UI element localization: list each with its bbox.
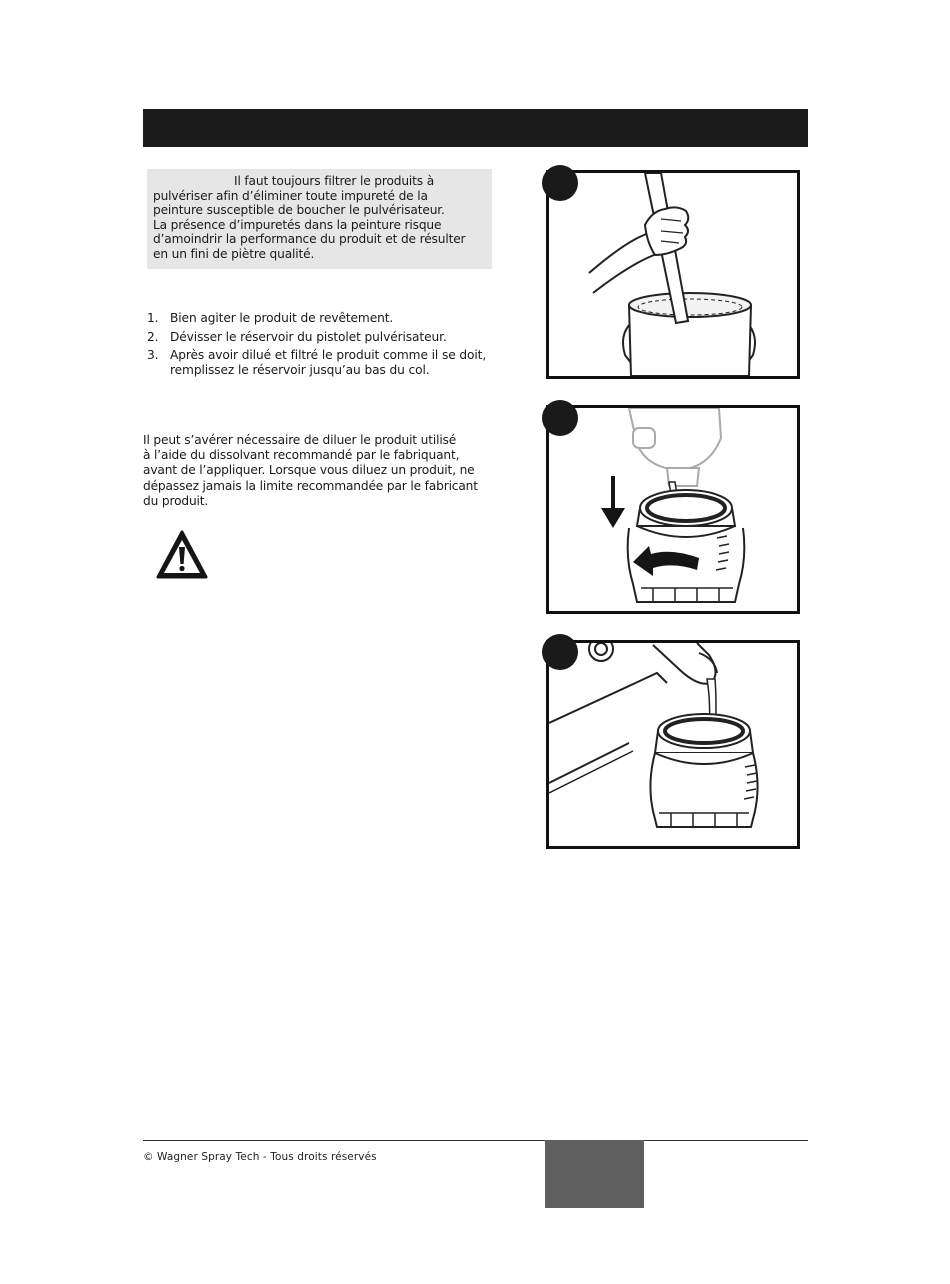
dilution-line: avant de l’appliquer. Lorsque vous diluez un produit, ne <box>143 463 475 478</box>
step-number: 1. <box>147 311 159 325</box>
note-line: en un fini de piètre qualité. <box>153 246 315 261</box>
dilution-paragraph <box>143 433 503 509</box>
footer-divider <box>143 1140 808 1141</box>
step-badge-2 <box>542 400 578 436</box>
step-text: Bien agiter le produit de revêtement. <box>170 311 394 325</box>
note-line: d’amoindrir la performance du produit et de résulter <box>153 232 466 247</box>
footer-copyright: © Wagner Spray Tech - Tous droits réservés <box>143 1151 377 1163</box>
figure-fill-reservoir <box>546 640 800 849</box>
dilution-line: à l’aide du dissolvant recommandé par le fabriquant, <box>143 448 460 463</box>
steps-list <box>147 311 507 381</box>
list-item <box>147 311 507 326</box>
step-text: Dévisser le réservoir du pistolet pulvérisateur. <box>170 329 447 344</box>
note-box <box>147 169 492 269</box>
step-text: Après avoir dilué et filtré le produit comme il se doit, remplissez le réservoir jusqu’au bas du col. <box>170 348 487 377</box>
note-line: Il faut toujours filtrer le produits à <box>234 174 435 188</box>
step-badge-1 <box>542 165 578 201</box>
note-line: pulvériser afin d’éliminer toute impureté de la <box>153 188 428 203</box>
figure-unscrew-reservoir <box>546 405 800 614</box>
dilution-line: dépassez jamais la limite recommandée par le fabricant <box>143 478 478 493</box>
step-number: 2. <box>147 329 159 344</box>
note-line: La présence d’impuretés dans la peinture risque <box>153 217 442 232</box>
step-badge-3 <box>542 634 578 670</box>
step-number: 3. <box>147 348 159 363</box>
figure-stir-paint <box>546 170 800 379</box>
list-item <box>147 348 507 377</box>
note-line: peinture susceptible de boucher le pulvérisateur. <box>153 203 445 218</box>
dilution-line: Il peut s’avérer nécessaire de diluer le produit utilisé <box>143 433 457 447</box>
page-number-tab <box>545 1140 644 1208</box>
list-item <box>147 330 507 345</box>
dilution-line: du produit. <box>143 493 209 508</box>
warning-triangle-icon <box>155 529 209 581</box>
section-header-bar <box>143 109 808 147</box>
